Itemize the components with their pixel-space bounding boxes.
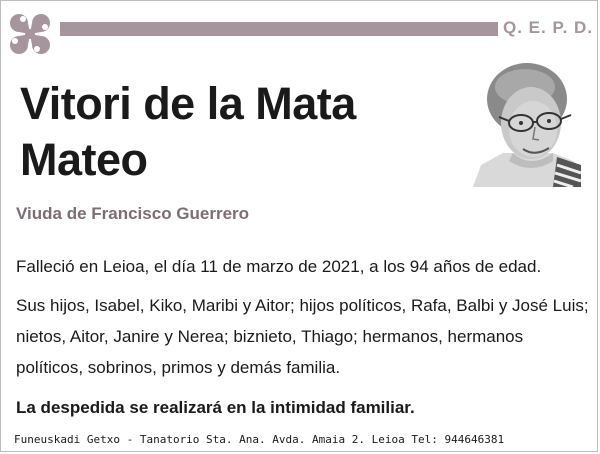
notice-body xyxy=(16,252,591,383)
announcement-text: Falleció en Leioa, el día 11 de marzo de 2021, a los 94 años de edad. xyxy=(16,257,542,276)
lauburu-icon xyxy=(4,8,56,60)
qepd-label: Q. E. P. D. xyxy=(503,18,594,37)
farewell-text: La despedida se realizará en la intimidad familiar. xyxy=(16,398,415,417)
header-bar xyxy=(60,22,498,36)
deceased-name-line1: Vitori de la Mata xyxy=(20,78,356,129)
funeral-home-footer: Funeuskadi Getxo - Tanatorio Sta. Ana. Avda. Amaia 2. Leioa Tel: 944646381 xyxy=(14,433,505,446)
portrait-illustration xyxy=(473,57,581,187)
deceased-name-line2: Mateo xyxy=(20,134,148,185)
deceased-name xyxy=(20,76,450,188)
portrait-photo xyxy=(473,57,581,187)
relatives-text: Sus hijos, Isabel, Kiko, Maribi y Aitor; hijos políticos, Rafa, Balbi y José Luis; nietos, Aitor, Janire y Nerea; biznieto, Thiago; hermanos, hermanos políticos, sobrinos, primos y demás familia. xyxy=(16,296,589,377)
subtitle: Viuda de Francisco Guerrero xyxy=(16,204,250,223)
